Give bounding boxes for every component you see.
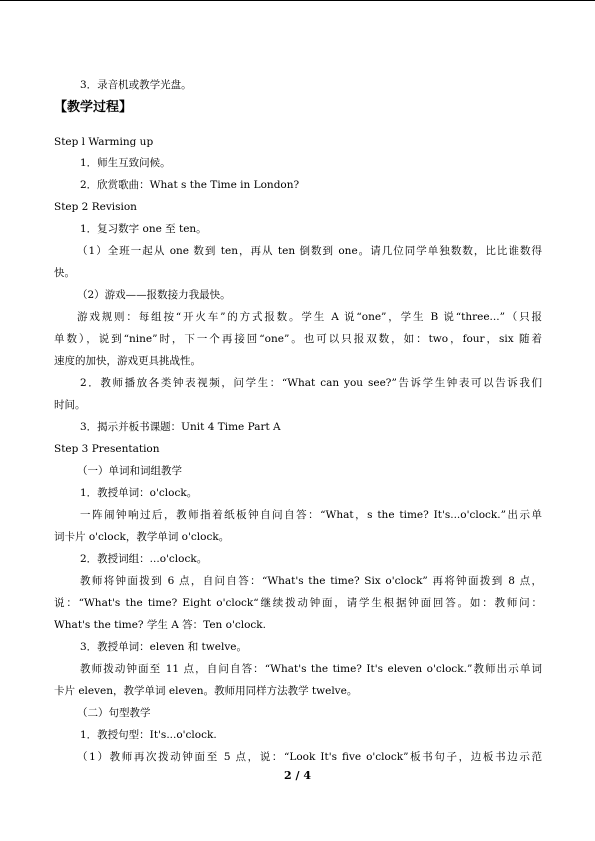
text-line: What's the time? 学生 A 答：Ten o'clock. <box>54 619 267 631</box>
text-line: 说：“What's the time? Eight o'clock“继续拨动钟面，请学生根据钟面回答。如：教师问： <box>54 597 542 609</box>
page-number: 2 / 4 <box>284 769 311 782</box>
text-line: 教师拨动钟面至 11 点，自问自答：“What's the time? It's eleven o'clock.”教师出示单词 <box>80 663 542 675</box>
text-line: 教师将钟面拨到 6 点，自问自答：“What's the time? Six o'clock” 再将钟面拨到 8 点， <box>80 575 542 587</box>
text-line: （1）全班一起从 one 数到 ten，再从 ten 倒数到 one。请几位同学单独数数，比比谁数得 <box>77 245 542 257</box>
text-line: 2．欣赏歌曲：What s the Time in London? <box>80 179 300 191</box>
text-line: 卡片 eleven，教学单词 eleven。教师用同样方法教学 twelve。 <box>54 685 358 697</box>
text-line: 游戏规则：每组按“开火车”的方式报数。学生 A 说“one”，学生 B 说“three...”（只报 <box>77 311 542 323</box>
text-line: 1．师生互致问候。 <box>80 157 171 169</box>
text-line: （1）教师再次拨动钟面至 5 点，说：“Look It's five o'clock”板书句子，边板书边示范 <box>77 751 542 763</box>
text-line: 3．录音机或教学光盘。 <box>80 79 192 91</box>
text-line: 单数），说到“nine”时，下一个再接回“one”。也可以只报双数，如：two，four，six 随着 <box>54 333 542 345</box>
text-line: 快。 <box>54 267 75 279</box>
text-line: （二）句型教学 <box>77 707 151 719</box>
text-line: 速度的加快，游戏更具挑战性。 <box>54 355 201 367</box>
text-line: 2．教师播放各类钟表视频，问学生：“What can you see?”告诉学生钟表可以告诉我们 <box>80 377 542 389</box>
text-line: 1．教授单词：o'clock。 <box>80 487 198 499</box>
text-line: （2）游戏——报数接力我最快。 <box>77 289 231 301</box>
section-heading: 【教学过程】 <box>54 100 133 115</box>
text-line: 时间。 <box>54 399 86 411</box>
text-line: 词卡片 o'clock，教学单词 o'clock。 <box>54 531 230 543</box>
step-heading: Step l Warming up <box>54 136 154 148</box>
text-line: 2．教授词组：...o'clock。 <box>80 553 208 565</box>
step-heading: Step 3 Presentation <box>54 443 160 455</box>
header-rule <box>0 0 595 1</box>
step-heading: Step 2 Revision <box>54 201 137 213</box>
text-line: 3．揭示并板书课题：Unit 4 Time Part A <box>80 421 281 433</box>
text-line: 一阵闹钟响过后，教师指着纸板钟自问自答：“What，s the time? It's...o'clock.”出示单 <box>80 509 542 521</box>
text-line: 1．复习数字 one 至 ten。 <box>80 223 207 235</box>
text-line: 1．教授句型：It's...o'clock. <box>80 729 217 741</box>
text-line: （一）单词和词组教学 <box>77 465 182 477</box>
text-line: 3．教授单词：eleven 和 twelve。 <box>80 641 247 653</box>
